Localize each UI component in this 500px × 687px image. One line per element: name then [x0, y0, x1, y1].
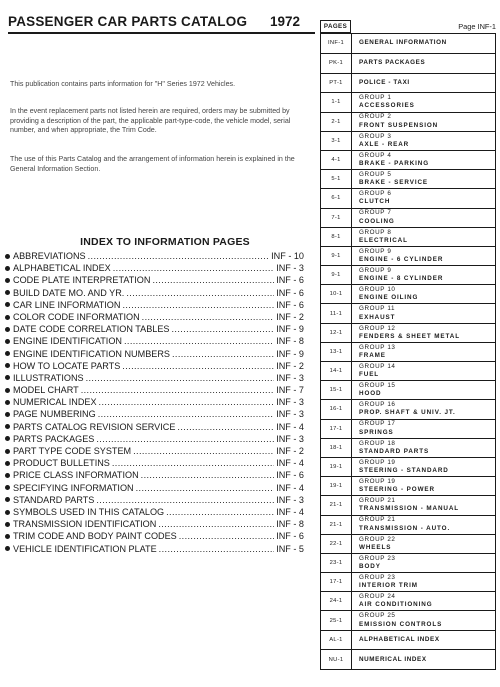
section-page: 15-1 [321, 381, 352, 399]
index-item-label: MODEL CHART [13, 385, 79, 396]
index-item [4, 299, 304, 311]
section-line-2: EXHAUST [359, 313, 396, 321]
section-title [352, 74, 495, 93]
index-item-label: ILLUSTRATIONS [13, 372, 84, 383]
section-page: 5-1 [321, 170, 352, 188]
index-item-page: INF - 6 [276, 299, 304, 310]
section-page: 6-1 [321, 189, 352, 207]
index-item-page: INF - 6 [276, 531, 304, 542]
section-title [352, 209, 495, 227]
section-row[interactable] [320, 34, 496, 54]
section-title [352, 535, 495, 553]
bullet-icon [5, 461, 10, 466]
index-item [4, 348, 304, 360]
section-page: 11-1 [321, 304, 352, 322]
section-row[interactable] [320, 132, 496, 151]
index-item-page: INF - 2 [276, 360, 304, 371]
dot-leader [81, 384, 275, 396]
section-page: 22-1 [321, 535, 352, 553]
index-item [4, 530, 304, 542]
dot-leader [124, 335, 274, 347]
section-page: 9-1 [321, 266, 352, 284]
index-item-label: TRIM CODE AND BODY PAINT CODES [13, 531, 177, 542]
index-item-label: PARTS CATALOG REVISION SERVICE [13, 421, 176, 432]
bullet-icon [5, 375, 10, 380]
intro-paragraph-3: The use of this Parts Catalog and the arrangement of information herein is explained in the General Information Section. [10, 155, 295, 173]
index-item-page: INF - 8 [276, 519, 304, 530]
section-row[interactable] [320, 631, 496, 651]
section-line-2: HOOD [359, 390, 382, 398]
dot-leader [166, 506, 274, 518]
section-line-1: GROUP 9 [359, 247, 392, 255]
index-item [4, 433, 304, 445]
index-item-label: DATE CODE CORRELATION TABLES [13, 324, 170, 335]
section-line-1: GROUP 15 [359, 382, 396, 390]
section-page: AL-1 [321, 631, 352, 650]
section-line-2: BRAKE - SERVICE [359, 179, 429, 187]
section-line-1: GROUP 19 [359, 478, 396, 486]
index-item-page: INF - 7 [276, 385, 304, 396]
index-item-page: INF - 4 [276, 482, 304, 493]
section-row[interactable] [320, 343, 496, 362]
index-item-page: INF - 3 [276, 372, 304, 383]
section-line-2: STANDARD PARTS [359, 447, 430, 455]
bullet-icon [5, 278, 10, 283]
dot-leader [158, 518, 274, 530]
catalog-year: 1972 [270, 14, 301, 29]
index-item-label: ALPHABETICAL INDEX [13, 263, 111, 274]
section-row[interactable] [320, 209, 496, 228]
section-page: PK-1 [321, 54, 352, 73]
intro-paragraph-2: In the event replacement parts not listed herein are required, orders may be submitted by providing a description of the part, the applicable part-type-code, the vehicle model, serial number, and when appropriate, the Trim Code. [10, 107, 291, 135]
section-row[interactable] [320, 650, 496, 670]
section-line-1: GENERAL INFORMATION [359, 39, 447, 47]
dot-leader [142, 311, 275, 323]
index-item [4, 408, 304, 420]
section-row[interactable] [320, 611, 496, 630]
section-line-2: TRANSMISSION - AUTO. [359, 524, 451, 532]
section-page: 14-1 [321, 362, 352, 380]
index-item [4, 335, 304, 347]
section-line-1: GROUP 1 [359, 94, 392, 102]
bullet-icon [5, 363, 10, 368]
bullet-icon [5, 534, 10, 539]
title-rule [8, 32, 315, 34]
section-title [352, 496, 495, 514]
section-row[interactable] [320, 151, 496, 170]
dot-leader [112, 457, 274, 469]
section-title [352, 132, 495, 150]
bullet-icon [5, 412, 10, 417]
index-item [4, 421, 304, 433]
index-item-label: PRICE CLASS INFORMATION [13, 470, 139, 481]
dot-leader [122, 299, 274, 311]
bullet-icon [5, 424, 10, 429]
section-page: 1-1 [321, 93, 352, 111]
section-line-2: BRAKE - PARKING [359, 160, 430, 168]
index-item [4, 287, 304, 299]
section-line-1: GROUP 21 [359, 516, 396, 524]
section-title [352, 170, 495, 188]
section-line-2: FRONT SUSPENSION [359, 121, 439, 129]
index-item-label: PRODUCT BULLETINS [13, 458, 110, 469]
bullet-icon [5, 510, 10, 515]
section-title [352, 611, 495, 629]
section-page: 8-1 [321, 228, 352, 246]
section-line-1: GROUP 14 [359, 362, 396, 370]
section-row[interactable] [320, 535, 496, 554]
section-line-1: GROUP 3 [359, 132, 392, 140]
dot-leader [136, 482, 275, 494]
section-title [352, 247, 495, 265]
bullet-icon [5, 290, 10, 295]
bullet-icon [5, 497, 10, 502]
section-row[interactable] [320, 381, 496, 400]
section-line-1: NUMERICAL INDEX [359, 655, 427, 663]
dot-leader [113, 262, 274, 274]
section-title [352, 592, 495, 610]
section-row[interactable] [320, 285, 496, 304]
section-page: 3-1 [321, 132, 352, 150]
index-item-page: INF - 6 [276, 275, 304, 286]
section-line-2: AXLE - REAR [359, 140, 410, 148]
dot-leader [171, 323, 274, 335]
bullet-icon [5, 473, 10, 478]
section-line-1: ALPHABETICAL INDEX [359, 635, 440, 643]
section-title [352, 516, 495, 534]
section-page: 7-1 [321, 209, 352, 227]
index-item-label: TRANSMISSION IDENTIFICATION [13, 519, 157, 530]
index-item [4, 469, 304, 481]
section-title [352, 285, 495, 303]
index-item [4, 445, 304, 457]
index-item [4, 518, 304, 530]
section-title [352, 93, 495, 111]
dot-leader [152, 274, 274, 286]
section-line-2: EMISSION CONTROLS [359, 620, 443, 628]
dot-leader [141, 469, 275, 481]
index-item-page: INF - 4 [276, 421, 304, 432]
section-line-1: GROUP 7 [359, 209, 392, 217]
index-item-label: STANDARD PARTS [13, 494, 95, 505]
section-row[interactable] [320, 554, 496, 573]
index-item-label: ENGINE IDENTIFICATION NUMBERS [13, 348, 170, 359]
section-title [352, 381, 495, 399]
index-item [4, 457, 304, 469]
section-line-1: GROUP 24 [359, 593, 396, 601]
section-line-1: GROUP 19 [359, 458, 396, 466]
section-title [352, 573, 495, 591]
section-line-1: GROUP 22 [359, 535, 396, 543]
bullet-icon [5, 351, 10, 356]
section-row[interactable] [320, 496, 496, 515]
index-item-label: NUMERICAL INDEX [13, 397, 97, 408]
section-title [352, 477, 495, 495]
section-line-1: POLICE - TAXI [359, 78, 410, 86]
index-item [4, 543, 304, 555]
section-line-2: ACCESSORIES [359, 102, 415, 110]
section-page: 4-1 [321, 151, 352, 169]
section-row[interactable] [320, 304, 496, 323]
bullet-icon [5, 436, 10, 441]
section-title [352, 343, 495, 361]
sections-panel [320, 20, 496, 670]
section-line-1: GROUP 13 [359, 343, 396, 351]
index-item-page: INF - 6 [276, 287, 304, 298]
section-line-2: FRAME [359, 351, 386, 359]
section-line-2: INTERIOR TRIM [359, 582, 418, 590]
section-line-1: PARTS PACKAGES [359, 59, 426, 67]
section-page: 24-1 [321, 592, 352, 610]
index-item [4, 506, 304, 518]
section-row[interactable] [320, 54, 496, 74]
bullet-icon [5, 449, 10, 454]
section-line-1: GROUP 2 [359, 113, 392, 121]
section-line-2: WHEELS [359, 543, 392, 551]
section-line-2: COOLING [359, 217, 395, 225]
index-item [4, 311, 304, 323]
section-row[interactable] [320, 458, 496, 477]
index-item-page: INF - 4 [276, 506, 304, 517]
section-row[interactable] [320, 592, 496, 611]
section-line-1: GROUP 11 [359, 305, 396, 313]
section-page: 2-1 [321, 113, 352, 131]
section-title [352, 631, 495, 650]
index-item-label: SPECIFYING INFORMATION [13, 482, 134, 493]
index-item [4, 384, 304, 396]
index-item [4, 396, 304, 408]
section-title [352, 362, 495, 380]
section-line-1: GROUP 8 [359, 228, 392, 236]
bullet-icon [5, 400, 10, 405]
section-title [352, 554, 495, 572]
section-row[interactable] [320, 189, 496, 208]
section-line-1: GROUP 18 [359, 439, 396, 447]
section-line-1: GROUP 6 [359, 190, 392, 198]
index-item-page: INF - 6 [276, 470, 304, 481]
dot-leader [96, 433, 274, 445]
section-row[interactable] [320, 74, 496, 94]
index-item-label: COLOR CODE INFORMATION [13, 311, 140, 322]
section-line-2: STEERING - STANDARD [359, 467, 449, 475]
section-title [352, 266, 495, 284]
section-title [352, 420, 495, 438]
section-page: 9-1 [321, 247, 352, 265]
section-row[interactable] [320, 516, 496, 535]
section-line-1: GROUP 23 [359, 573, 396, 581]
section-line-1: GROUP 17 [359, 420, 396, 428]
section-page: 17-1 [321, 573, 352, 591]
section-page: 10-1 [321, 285, 352, 303]
dot-leader [96, 494, 274, 506]
bullet-icon [5, 339, 10, 344]
section-line-2: ENGINE - 6 CYLINDER [359, 255, 444, 263]
index-item-label: CAR LINE INFORMATION [13, 299, 121, 310]
section-line-2: STEERING - POWER [359, 486, 435, 494]
section-line-1: GROUP 9 [359, 266, 392, 274]
index-item [4, 372, 304, 384]
section-line-1: GROUP 25 [359, 612, 396, 620]
index-item-label: PARTS PACKAGES [13, 433, 95, 444]
panel-header [320, 20, 496, 33]
section-page: 13-1 [321, 343, 352, 361]
section-line-1: GROUP 23 [359, 554, 396, 562]
bullet-icon [5, 315, 10, 320]
section-row[interactable] [320, 113, 496, 132]
bullet-icon [5, 522, 10, 527]
bullet-icon [5, 388, 10, 393]
index-item-label: PART TYPE CODE SYSTEM [13, 446, 132, 456]
index-item-page: INF - 9 [276, 324, 304, 335]
index-item-page: INF - 3 [276, 397, 304, 408]
section-line-2: PROP. SHAFT & UNIV. JT. [359, 409, 456, 417]
section-title [352, 34, 495, 53]
section-line-2: ELECTRICAL [359, 236, 408, 244]
page-number: Page INF-1 [458, 22, 496, 31]
section-page: 19-1 [321, 458, 352, 476]
index-item-page: INF - 3 [276, 263, 304, 274]
section-page: 21-1 [321, 516, 352, 534]
section-title [352, 113, 495, 131]
index-item [4, 482, 304, 494]
section-page: 17-1 [321, 420, 352, 438]
index-item-page: INF - 5 [276, 543, 304, 554]
index-item-page: INF - 2 [276, 311, 304, 322]
index-item [4, 274, 304, 286]
section-line-1: GROUP 10 [359, 286, 396, 294]
dot-leader [133, 445, 274, 457]
index-item-label: SYMBOLS USED IN THIS CATALOG [13, 506, 165, 517]
bullet-icon [5, 302, 10, 307]
section-row[interactable] [320, 420, 496, 439]
section-page: INF-1 [321, 34, 352, 53]
section-title [352, 151, 495, 169]
section-title [352, 189, 495, 207]
index-item-label: ENGINE IDENTIFICATION [13, 336, 122, 347]
index-item-page: INF - 2 [276, 446, 304, 456]
section-line-2: SPRINGS [359, 428, 394, 436]
dot-leader [98, 408, 275, 420]
catalog-title: PASSENGER CAR PARTS CATALOG [8, 14, 248, 29]
section-title [352, 304, 495, 322]
bullet-icon [5, 485, 10, 490]
section-row[interactable] [320, 400, 496, 419]
section-line-2: ENGINE OILING [359, 294, 419, 302]
section-row[interactable] [320, 477, 496, 496]
index-item-label: PAGE NUMBERING [13, 409, 96, 420]
dot-leader [86, 372, 275, 384]
index-item-page: INF - 3 [276, 433, 304, 444]
index-item [4, 494, 304, 506]
section-page: 23-1 [321, 554, 352, 572]
index-item [4, 360, 304, 372]
section-row[interactable] [320, 362, 496, 381]
dot-leader [99, 396, 275, 408]
section-row[interactable] [320, 573, 496, 592]
index-list [4, 250, 304, 555]
index-item-label: CODE PLATE INTERPRETATION [13, 275, 151, 286]
dot-leader [172, 348, 274, 360]
section-title [352, 439, 495, 457]
section-line-2: FUEL [359, 371, 380, 379]
section-title [352, 54, 495, 73]
index-item-page: INF - 10 [271, 251, 304, 261]
section-line-2: BODY [359, 562, 381, 570]
section-line-1: GROUP 4 [359, 151, 392, 159]
index-item-page: INF - 8 [276, 336, 304, 347]
section-page: 25-1 [321, 611, 352, 629]
section-row[interactable] [320, 324, 496, 343]
section-title [352, 228, 495, 246]
section-row[interactable] [320, 247, 496, 266]
section-row[interactable] [320, 439, 496, 458]
index-item-label: ABBREVIATIONS [13, 251, 86, 261]
section-row[interactable] [320, 170, 496, 189]
dot-leader [179, 530, 274, 542]
dot-leader [159, 543, 275, 555]
section-line-1: GROUP 21 [359, 497, 396, 505]
section-title [352, 400, 495, 418]
section-table [320, 33, 496, 670]
section-line-2: FENDERS & SHEET METAL [359, 332, 460, 340]
section-page: 18-1 [321, 439, 352, 457]
section-row[interactable] [320, 228, 496, 247]
section-title [352, 650, 495, 669]
pages-label: PAGES [320, 20, 351, 33]
section-title [352, 324, 495, 342]
section-line-1: GROUP 12 [359, 324, 396, 332]
bullet-icon [5, 266, 10, 271]
section-line-2: ENGINE - 8 CYLINDER [359, 275, 444, 283]
index-item-label: BUILD DATE MO. AND YR. [13, 287, 125, 298]
intro-paragraph-1: This publication contains parts information for "H" Series 1972 Vehicles. [10, 80, 236, 88]
section-page: 16-1 [321, 400, 352, 418]
section-line-2: TRANSMISSION - MANUAL [359, 505, 460, 513]
index-item-label: HOW TO LOCATE PARTS [13, 360, 121, 371]
section-page: 12-1 [321, 324, 352, 342]
dot-leader [126, 287, 274, 299]
bullet-icon [5, 327, 10, 332]
section-row[interactable] [320, 93, 496, 112]
section-line-1: GROUP 16 [359, 401, 396, 409]
index-item-page: INF - 3 [276, 494, 304, 505]
index-item-page: INF - 4 [276, 458, 304, 469]
section-page: PT-1 [321, 74, 352, 93]
section-line-1: GROUP 5 [359, 171, 392, 179]
section-row[interactable] [320, 266, 496, 285]
index-item-label: VEHICLE IDENTIFICATION PLATE [13, 543, 157, 554]
dot-leader [177, 421, 274, 433]
index-item-page: INF - 3 [276, 409, 304, 420]
dot-leader [88, 250, 270, 262]
index-item [4, 262, 304, 274]
section-page: 19-1 [321, 477, 352, 495]
section-line-2: AIR CONDITIONING [359, 601, 433, 609]
index-item [4, 323, 304, 335]
bullet-icon [5, 546, 10, 551]
index-heading: INDEX TO INFORMATION PAGES [80, 236, 250, 248]
index-item [4, 250, 304, 262]
section-page: NU-1 [321, 650, 352, 669]
section-title [352, 458, 495, 476]
dot-leader [122, 360, 274, 372]
bullet-icon [5, 254, 10, 259]
section-line-2: CLUTCH [359, 198, 391, 206]
section-page: 21-1 [321, 496, 352, 514]
index-item-page: INF - 9 [276, 348, 304, 359]
